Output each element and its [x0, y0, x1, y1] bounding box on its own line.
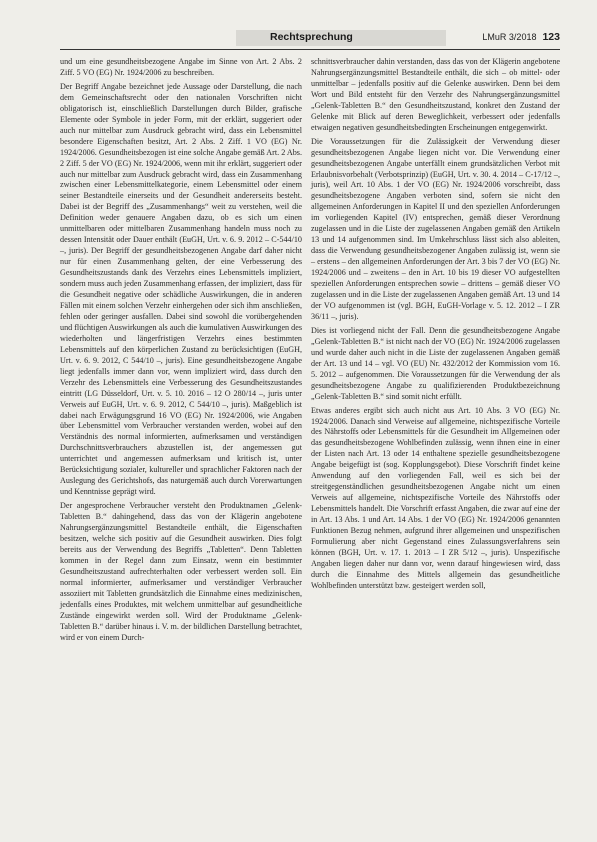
left-column [60, 57, 302, 647]
paragraph: Die Voraussetzungen für die Zulässigkeit der Verwendung dieser gesundheitsbezogenen Angabe liegen nicht vor. Die Verwendung einer gesundheitsbezogenen Angabe unterfällt einem grundsätzlichen Verbot mit Erlaubnisvorbehalt (Verbotsprinzip) (EuGH, Urt. v. 30. 4. 2014 – C-17/12 –, juris), weil Art. 10 Abs. 1 der VO (EG) Nr. 1924/2006 vorschreibt, dass gesundheitsbezogene Angaben verboten sind, sofern sie nicht den allgemeinen Anforderungen in Kapitel II und den speziellen Anforderungen im vorliegenden Kapitel (IV) entsprechen, gemäß dieser Verordnung zugelassen und in die Liste der zugelassenen Angaben gemäß den Artikeln 13 und 14 aufgenommen sind. Im Umkehrschluss lässt sich also ableiten, dass die Verwendung gesundheitsbezogener Angaben zulässig ist, wenn sie – erstens – den allgemeinen Anforderungen der Art. 3 bis 7 der VO (EG) Nr. 1924/2006 und – zweitens – den in Art. 10 bis 19 dieser VO aufgestellten speziellen Anforderungen entsprechen sowie – drittens – gemäß dieser VO zugelassen und in die Liste der zugelassenen Angaben gemäß Art. 13 und 14 der VO aufgenommen ist (vgl. BGH, EuGH-Vorlage v. 5. 12. 2012 – I ZR 36/11 –, juris). [311, 136, 560, 321]
running-head [482, 31, 560, 43]
journal-issue: LMuR 3/2018 [482, 32, 537, 42]
paragraph: Dies ist vorliegend nicht der Fall. Denn die gesundheitsbezogene Angabe „Gelenk-Tabletten B.“ ist nicht nach der VO (EG) Nr. 1924/2006 zugelassen und wurde daher auch nicht in die Liste der zugelassenen Angaben gemäß der Art. 13 und 14 – vgl. VO (EU) Nr. 432/2012 der Kommission vom 16. 5. 2012 – aufgenommen. Die Voraussetzungen für die Verwendung der als gesundheitsbezogene Angabe zu qualifizierenden Produktbezeichnung „Gelenk-Tabletten B.“ sind somit nicht erfüllt. [311, 325, 560, 401]
page-number: 123 [542, 31, 560, 43]
page-header [60, 30, 560, 48]
paragraph: schnittsverbraucher dahin verstanden, dass das von der Klägerin angebotene Nahrungsergänzungsmittel Bestandteile enthält, die sich – ob mittel- oder unmittelbar – jedenfalls positiv auf die Gelenke auswirken. Denn bei dem Wort und Bild entsteht für den Verzehr des Nahrungsergänzungsmittel „Gelenk-Tabletten B.“ den Gesundheitszustand, konkret den Zustand der Gelenke mit Blick auf deren Beweglichkeit, verbessert oder jedenfalls etwaigen negativen gesundheitsbedingten Erscheinungen entgegenwirkt. [311, 57, 560, 132]
paragraph: und um eine gesundheitsbezogene Angabe im Sinne von Art. 2 Abs. 2 Ziff. 5 VO (EG) Nr. 1924/2006 zu beschreiben. [60, 57, 302, 77]
right-column [311, 57, 560, 595]
paragraph: Der Begriff Angabe bezeichnet jede Aussage oder Darstellung, die nach dem Gemeinschaftsrecht oder den nationalen Vorschriften nicht obligatorisch ist, einschließlich Darstellungen durch Bilder, grafische Elemente oder Symbole in jeder Form, mit der erklärt, suggeriert oder auch nur mittelbar zum Ausdruck gebracht wird, dass ein Lebensmittel besondere Eigenschaften besitzt, Art. 2 Abs. 2 Ziff. 1 VO (EG) Nr. 1924/2006. Gesundheitsbezogen ist eine solche Angabe gemäß Art. 2 Abs. 2 Ziff. 5 der VO (EG) Nr. 1924/2006, wenn mit ihr erklärt, suggeriert oder auch nur mittelbar zum Ausdruck gebracht wird, dass ein Zusammenhang zwischen einer Lebensmittelkategorie, einem Lebensmittel oder einem seiner Bestandteile einerseits und der Gesundheit andererseits besteht. Dabei ist der Begriff des „Zusammenhangs“ weit zu verstehen, weil die Definition weder genauere Angaben dazu, ob es sich um einen unmittelbaren oder mittelbaren Zusammenhang handeln muss noch zu dessen Intensität oder Dauer enthält (EuGH, Urt. v. 6. 9. 2012 – C-544/10 –, juris). Der Begriff der gesundheitsbezogenen Angabe darf daher nicht nur für einen Zusammenhang gelten, der eine Verbesserung des Gesundheitszustands dank des Verzehrs eines Lebensmittels impliziert, sondern muss auch jeden Zusammenhang erfassen, der impliziert, dass für die Gesundheit negative oder schädliche Auswirkungen, die in anderen Fällen mit einem solchen Verzehr einhergehen oder sich ihm anschließen, fehlen oder geringer ausfallen. Dabei sind sowohl die vorübergehenden und flüchtigen Auswirkungen als auch die kumulativen Auswirkungen des wiederholten und längerfristigen Verzehrs eines bestimmten Lebensmittels auf den körperlichen Zustand zu berücksichtigen (EuGH, Urt. v. 6. 9. 2012, C 544/10 –, juris). Eine gesundheitsbezogene Angabe liegt jedenfalls immer dann vor, wenn impliziert wird, dass durch den Verzehr des Lebensmittels eine Verbesserung des Gesundheitszustandes eintritt (LG Düsseldorf, Urt. v. 5. 10. 2016 – 12 O 280/14 –, juris unter Verweis auf EuGH, Urt. v. 6. 9. 2012, C 544/10 –, juris). Maßgeblich ist dabei nach Erwägungsgrund 16 VO (EG) Nr. 1924/2006, wie Angaben über Lebensmittel vom Verbraucher verstanden werden, wobei auf den Verständnis des normal informierten, aufmerksamen und verständigen Durchschnittsverbrauchers abzustellen ist, der angemessen gut unterrichtet und angemessen aufmerksam und kritisch ist, unter Berücksichtigung sozialer, kultureller und sprachlicher Faktoren nach der Auslegung des Gerichtshofs, das naturgemäß auch durch Vorerwartungen und Kenntnisse geprägt wird. [60, 81, 302, 497]
header-rule [60, 49, 560, 50]
section-rubric: Rechtsprechung [270, 31, 353, 43]
paragraph: Etwas anderes ergibt sich auch nicht aus Art. 10 Abs. 3 VO (EG) Nr. 1924/2006. Danach sind Verweise auf allgemeine, nichtspezifische Vorteile des Nährstoffs oder Lebensmittels für die Gesundheit im Allgemeinen oder das gesundheitsbezogene Wohlbefinden zulässig, wenn ihnen eine in einer der Listen nach Art. 13 oder 14 enthaltene spezielle gesundheitsbezogene Angabe beigefügt ist (sog. Kopplungsgebot). Diese Vorschrift findet keine Anwendung auf den vorliegenden Fall, weil es sich bei der streitgegenständlichen gesundheitsbezogenen Angabe nicht um einen Verweis auf allgemeine, nichtspezifische Vorteile des Nährstoffs oder Lebensmittels handelt. Die Vorschrift erfasst Angaben, die zwar auf eine der in Art. 13 Abs. 1 und Art. 14 Abs. 1 der VO (EG) Nr. 1924/2006 genannten Funktionen Bezug nehmen, aufgrund ihrer allgemeinen und unspezifischen Formulierung aber nicht Gegenstand eines Zulassungsverfahrens sein können (BGH, Urt. v. 17. 1. 2013 – I ZR 5/12 –, juris). Unspezifische Angaben liegen daher nur dann vor, wenn darauf hingewiesen wird, dass durch die Einnahme des Mittels allgemein das gesundheitliche Wohlbefinden unterstützt bzw. gesteigert werden soll, [311, 405, 560, 590]
paragraph: Der angesprochene Verbraucher versteht den Produktnamen „Gelenk-Tabletten B.“ dahingehend, dass das von der Klägerin angebotene Nahrungsergänzungsmittel Bestandteile enthält, die Eigenschaften besitzen, welche sich positiv auf die Gesundheit auswirken. Dies folgt bereits aus der Verwendung des Begriffs „Tabletten“. Denn Tabletten kommen in der Regel dann zum Einsatz, wenn ein bestimmter Gesundheitszustand aufrechterhalten oder verbessert werden soll. Ein normal informierter, aufmerksamer und verständiger Verbraucher assoziiert mit Tabletten grundsätzlich die Einnahme eines medizinischen, jedenfalls eines Produktes, mit welchem unmittelbar auf gesundheitliche Zustände eingewirkt werden soll. Wird der Produktname „Gelenk-Tabletten B.“ darüber hinaus i. V. m. der bildlichen Darstellung betrachtet, wird er von einem Durch- [60, 501, 302, 642]
